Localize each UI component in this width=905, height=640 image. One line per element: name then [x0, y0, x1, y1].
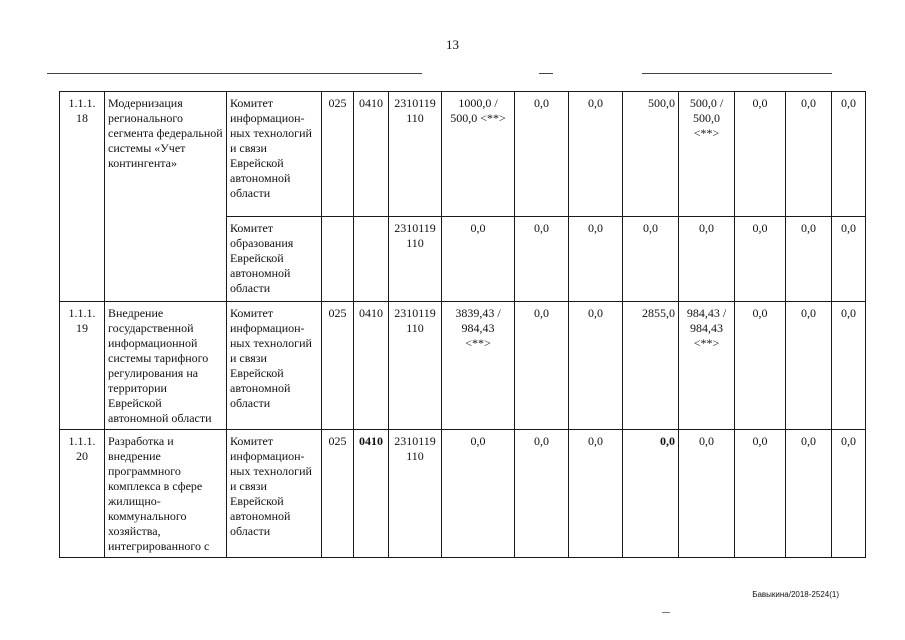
- value-cell: 0,0: [832, 217, 866, 302]
- header-rule-left: [47, 73, 422, 74]
- executor-cell: Комитет образования Еврейской автономной области: [227, 217, 322, 302]
- page-number: 13: [446, 37, 459, 52]
- value-cell: 0,0: [786, 217, 832, 302]
- value-cell: 0,0: [569, 217, 623, 302]
- executor-cell: Комитет информацион- ных технологий и связи Еврейской автономной области: [227, 92, 322, 217]
- header-rule-middle: [539, 73, 553, 74]
- table-row: [60, 430, 866, 558]
- executor-cell: Комитет информацион- ных технологий и связи Еврейской автономной области: [227, 302, 322, 430]
- bottom-mark: [662, 612, 670, 613]
- value-cell: 0,0: [735, 92, 786, 217]
- csr-code-cell: 2310119 110: [389, 430, 442, 558]
- value-cell: 0,0: [623, 217, 679, 302]
- row-number: 1.1.1. 18: [60, 92, 105, 302]
- rzpr-code-cell: 0410: [354, 430, 389, 558]
- row-number: 1.1.1. 20: [60, 430, 105, 558]
- value-cell: 0,0: [735, 430, 786, 558]
- value-cell: 0,0: [679, 430, 735, 558]
- value-cell: 0,0: [679, 217, 735, 302]
- document-footer-code: Бавыкина/2018-2524(1): [752, 590, 839, 599]
- value-cell: 0,0: [515, 430, 569, 558]
- grbs-code-cell: 025: [322, 430, 354, 558]
- value-cell: 0,0: [623, 430, 679, 558]
- value-cell: 0,0: [832, 302, 866, 430]
- value-cell: 0,0: [786, 430, 832, 558]
- grbs-code-cell: [322, 217, 354, 302]
- measure-name: Внедрение государственной информационной системы тарифного регулирования на территории Еврейской автономной области: [105, 302, 227, 430]
- rzpr-code-cell: [354, 217, 389, 302]
- grbs-code-cell: 025: [322, 92, 354, 217]
- value-cell: 500,0 / 500,0 <**>: [679, 92, 735, 217]
- header-rule-right: [642, 73, 832, 74]
- total-value-cell: 0,0: [442, 430, 515, 558]
- value-cell: 0,0: [735, 217, 786, 302]
- measure-name: Модернизация регионального сегмента федеральной системы «Учет контингента»: [105, 92, 227, 302]
- value-cell: 0,0: [735, 302, 786, 430]
- program-measures-table: [59, 91, 866, 558]
- grbs-code-cell: 025: [322, 302, 354, 430]
- total-value-cell: 0,0: [442, 217, 515, 302]
- rzpr-code-cell: 0410: [354, 302, 389, 430]
- rzpr-code-cell: 0410: [354, 92, 389, 217]
- value-cell: 500,0: [623, 92, 679, 217]
- value-cell: 0,0: [786, 92, 832, 217]
- row-number: 1.1.1. 19: [60, 302, 105, 430]
- value-cell: 0,0: [832, 430, 866, 558]
- value-cell: 0,0: [515, 302, 569, 430]
- value-cell: 0,0: [569, 430, 623, 558]
- table-row: [60, 302, 866, 430]
- value-cell: 0,0: [832, 92, 866, 217]
- executor-cell: Комитет информацион- ных технологий и связи Еврейской автономной области: [227, 430, 322, 558]
- csr-code-cell: 2310119 110: [389, 217, 442, 302]
- value-cell: 984,43 / 984,43 <**>: [679, 302, 735, 430]
- table-row: [60, 92, 866, 217]
- value-cell: 0,0: [569, 302, 623, 430]
- total-value-cell: 3839,43 / 984,43 <**>: [442, 302, 515, 430]
- total-value-cell: 1000,0 / 500,0 <**>: [442, 92, 515, 217]
- value-cell: 2855,0: [623, 302, 679, 430]
- csr-code-cell: 2310119 110: [389, 302, 442, 430]
- value-cell: 0,0: [515, 217, 569, 302]
- value-cell: 0,0: [786, 302, 832, 430]
- measure-name: Разработка и внедрение программного комплекса в сфере жилищно-коммунального хозяйства, интегрированного с: [105, 430, 227, 558]
- value-cell: 0,0: [515, 92, 569, 217]
- value-cell: 0,0: [569, 92, 623, 217]
- csr-code-cell: 2310119 110: [389, 92, 442, 217]
